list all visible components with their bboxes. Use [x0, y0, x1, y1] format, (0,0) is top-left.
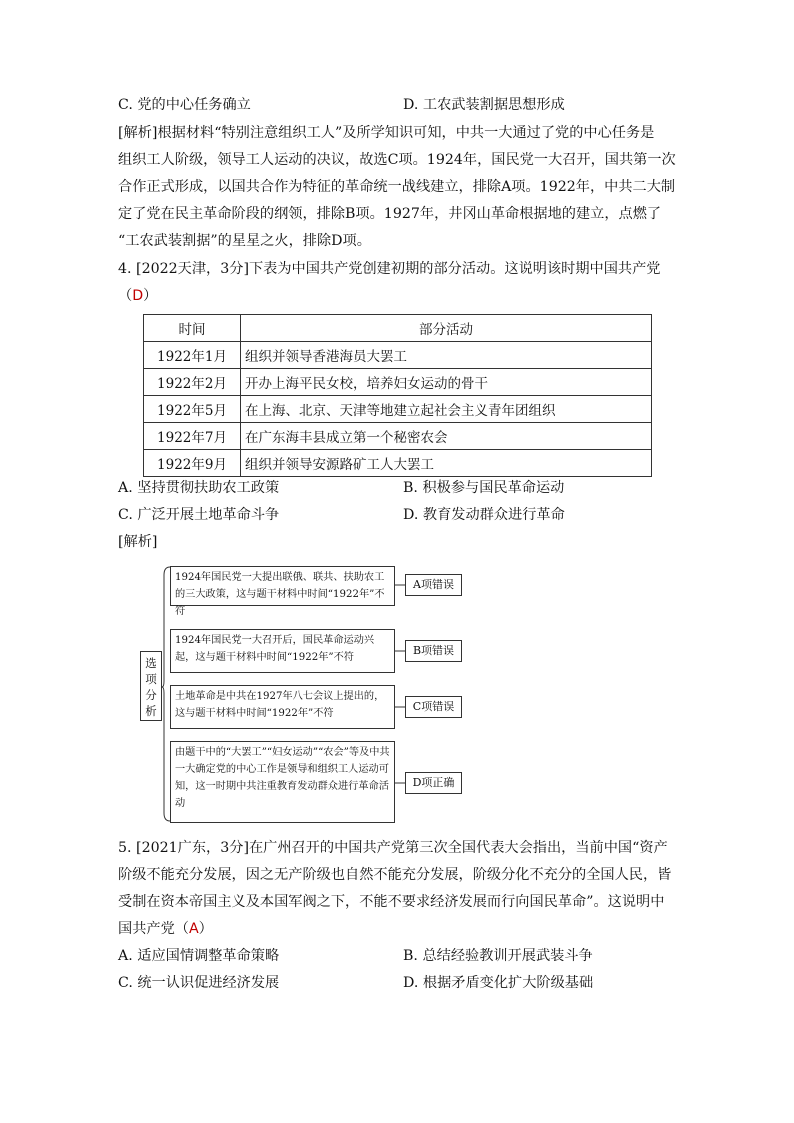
q5-answer: A — [188, 921, 199, 937]
analysis-box-b: 1924年国民党一大召开后，国民革命运动兴起，这与题干材料中时间“1922年”不符 — [170, 629, 395, 673]
table-row — [144, 369, 652, 396]
q4-option-d: D. 教育发动群众进行革命 — [403, 507, 565, 523]
table-cell-activity: 在广东海丰县成立第一个秘密农会 — [241, 423, 652, 450]
q4-option-a: A. 坚持贯彻扶助农工政策 — [118, 480, 280, 496]
q5-stem-line-1: 5. [2021广东，3分]在广州召开的中国共产党第三次全国代表大会指出，当前中国“资产 — [118, 840, 668, 856]
analysis-box-d: 由题干中的“大罢工”“妇女运动”“农会”等及中共一大确定党的中心工作是领导和组织工人运动可知，这一时期中共注重教育发动群众进行革命活动 — [170, 741, 395, 823]
q4-answer: D — [132, 288, 144, 304]
table-cell-activity: 在上海、北京、天津等地建立起社会主义青年团组织 — [241, 396, 652, 423]
table-row — [144, 423, 652, 450]
q3-option-c: C. 党的中心任务确立 — [118, 97, 251, 113]
table-row — [144, 342, 652, 369]
table-cell-activity: 开办上海平民女校，培养妇女运动的骨干 — [241, 369, 652, 396]
q5-option-d: D. 根据矛盾变化扩大阶级基础 — [403, 975, 594, 991]
result-box-c: C项错误 — [405, 696, 462, 718]
table-cell-time: 1922年1月 — [144, 342, 241, 369]
q5-option-a: A. 适应国情调整革命策略 — [118, 948, 280, 964]
table-cell-activity: 组织并领导安源路矿工人大罢工 — [241, 450, 652, 477]
analysis-box-a: 1924年国民党一大提出联俄、联共、扶助农工的三大政策，这与题干材料中时间“1922年”不符 — [170, 566, 395, 606]
table-cell-time: 1922年5月 — [144, 396, 241, 423]
q3-analysis-line-4: 定了党在民主革命阶段的纲领，排除B项。1927年，井冈山革命根据地的建立，点燃了 — [118, 206, 662, 222]
q4-activity-table — [143, 314, 652, 477]
q5-stem-line-3: 受制在资本帝国主义及本国军阀之下，不能不要求经济发展而行向国民革命”。这说明中 — [118, 894, 665, 910]
q5-stem-line-2: 阶级不能充分发展，因之无产阶级也自然不能充分发展，阶级分化不充分的全国人民，皆 — [118, 867, 672, 883]
option-analysis-label: 选项分析 — [140, 651, 162, 721]
q3-analysis-line-2: 组织工人阶级，领导工人运动的决议，故选C项。1924年，国民党一大召开，国共第一次 — [118, 152, 676, 168]
q3-option-d: D. 工农武装割据思想形成 — [403, 97, 565, 113]
q3-analysis-line-3: 合作正式形成，以国共合作为特征的革命统一战线建立，排除A项。1922年，中共二大制 — [118, 179, 676, 195]
result-box-d: D项正确 — [405, 772, 462, 794]
q5-stem-line-4: 国共产党（A） — [118, 921, 213, 937]
q3-analysis-line-5: “工农武装割据”的星星之火，排除D项。 — [118, 233, 371, 249]
q3-analysis-line-1: [解析]根据材料“特别注意组织工人”及所学知识可知，中共一大通过了党的中心任务是 — [118, 125, 655, 141]
q4-analysis-label: [解析] — [118, 534, 158, 550]
table-cell-time: 1922年7月 — [144, 423, 241, 450]
table-header-time: 时间 — [144, 315, 241, 342]
table-row — [144, 396, 652, 423]
q4-option-c: C. 广泛开展土地革命斗争 — [118, 507, 280, 523]
q4-answer-line: （D） — [118, 288, 158, 304]
q4-option-b: B. 积极参与国民革命运动 — [403, 480, 565, 496]
result-box-b: B项错误 — [405, 640, 462, 662]
table-header-activity: 部分活动 — [241, 315, 652, 342]
q5-option-b: B. 总结经验教训开展武装斗争 — [403, 948, 593, 964]
table-cell-time: 1922年9月 — [144, 450, 241, 477]
result-box-a: A项错误 — [405, 574, 462, 596]
q5-option-c: C. 统一认识促进经济发展 — [118, 975, 280, 991]
q4-stem: 4. [2022天津，3分]下表为中国共产党创建初期的部分活动。这说明该时期中国共产党 — [118, 261, 661, 277]
table-row — [144, 450, 652, 477]
table-cell-time: 1922年2月 — [144, 369, 241, 396]
table-header-row — [144, 315, 652, 342]
analysis-box-c: 土地革命是中共在1927年八七会议上提出的，这与题干材料中时间“1922年”不符 — [170, 685, 395, 729]
option-analysis-diagram — [140, 563, 470, 825]
table-cell-activity: 组织并领导香港海员大罢工 — [241, 342, 652, 369]
